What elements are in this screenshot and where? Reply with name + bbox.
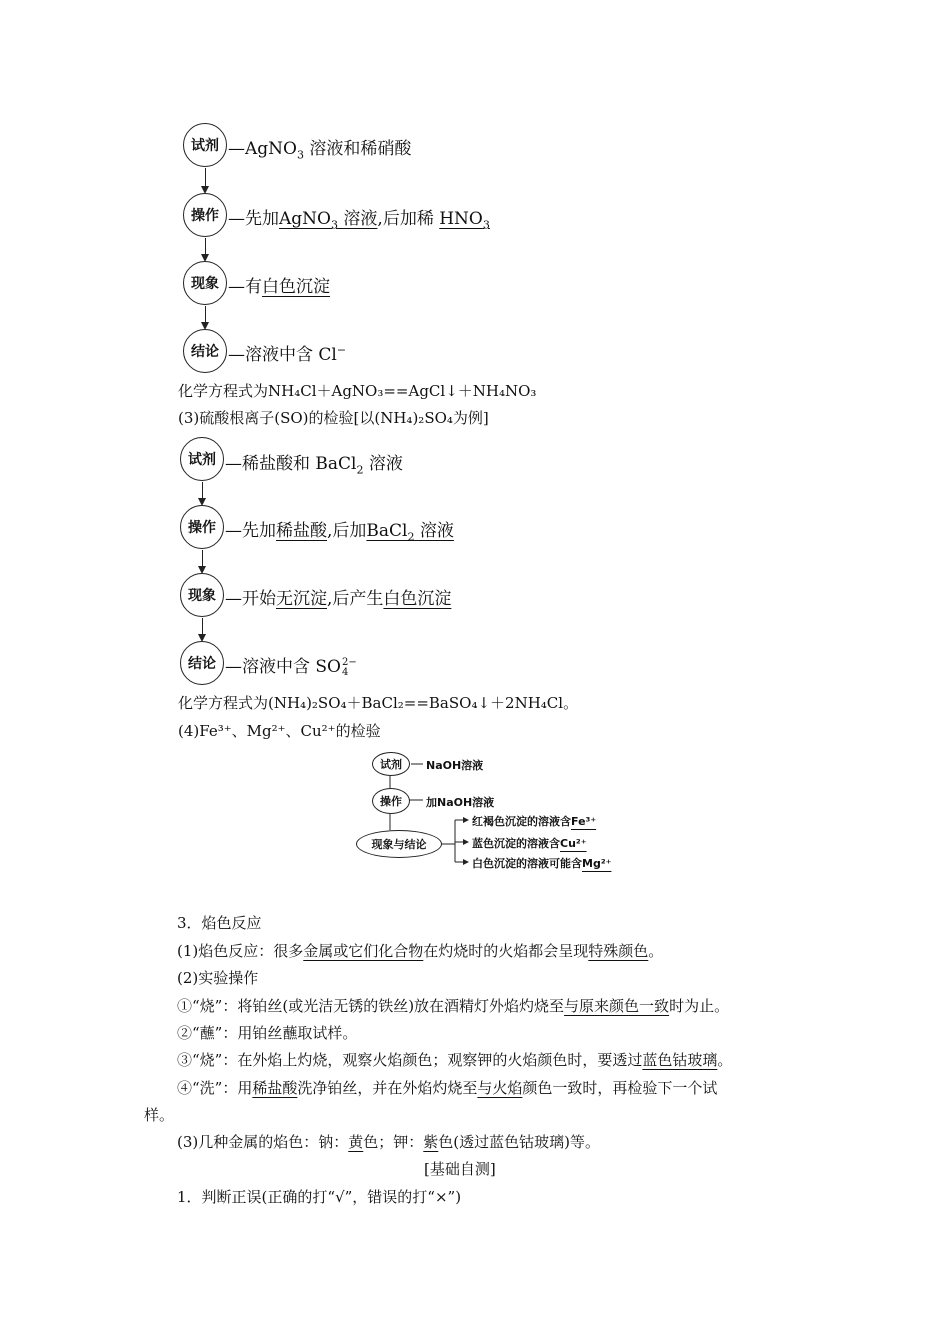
phenomenon-node: 现象 [180, 573, 224, 617]
operation-node: 操作 [372, 788, 410, 814]
conclusion-text: —溶液中含 Cl− [228, 343, 347, 365]
phenomenon-conclusion-node: 现象与结论 [356, 830, 442, 858]
conclusion-node: 结论 [180, 641, 224, 685]
procedure-step-4: ④“洗”：用稀盐酸洗净铂丝，并在外焰灼烧至与火焰颜色一致时，再检验下一个试 [177, 1079, 718, 1097]
paragraph-metal-colors: (3)几种金属的焰色：钠：黄色；钾：紫色(透过蓝色钴玻璃)等。 [177, 1133, 601, 1151]
procedure-step-4-cont: 样。 [144, 1106, 175, 1124]
phenomenon-text: —有白色沉淀 [228, 277, 330, 297]
procedure-step-3: ③“烧”：在外焰上灼烧，观察火焰颜色；观察钾的火焰颜色时，要透过蓝色钴玻璃。 [177, 1051, 733, 1069]
equation-2: 化学方程式为(NH₄)₂SO₄＋BaCl₂==BaSO₄↓＋2NH₄Cl。 [178, 694, 579, 712]
paragraph-flame-definition: (1)焰色反应：很多金属或它们化合物在灼烧时的火焰都会呈现特殊颜色。 [177, 942, 664, 960]
result-row-1: 红褐色沉淀的溶液含Fe³⁺ [472, 815, 597, 828]
phenomenon-node: 现象 [183, 261, 227, 305]
reagent-text: NaOH溶液 [426, 759, 484, 772]
section-flame-title: 3．焰色反应 [177, 914, 262, 932]
paragraph-procedure-heading: (2)实验操作 [177, 969, 259, 987]
operation-text: —先加AgNO$_3$ 溶液,后加稀 $HNO_3$ [228, 209, 490, 232]
result-row-3: 白色沉淀的溶液可能含Mg²⁺ [472, 857, 612, 870]
question-1: 1．判断正误(正确的打“√”，错误的打“×”) [177, 1188, 462, 1206]
phenomenon-text: —开始无沉淀,后产生白色沉淀 [225, 589, 452, 609]
conclusion-node: 结论 [183, 329, 227, 373]
result-row-2: 蓝色沉淀的溶液含Cu²⁺ [472, 837, 587, 850]
operation-text: —先加稀盐酸,后加BaCl$_2$ 溶液 [225, 521, 454, 544]
conclusion-text: —溶液中含 SO 2− 4 [225, 656, 357, 678]
operation-node: 操作 [180, 505, 224, 549]
section-sulfate-heading: (3)硫酸根离子(SO)的检验[以(NH₄)₂SO₄为例] [178, 409, 489, 427]
section-cation-heading: (4)Fe³⁺、Mg²⁺、Cu²⁺的检验 [178, 722, 381, 740]
reagent-node: 试剂 [183, 123, 227, 167]
reagent-text: —稀盐酸和 BaCl$_2$ 溶液 [225, 454, 403, 477]
procedure-step-2: ②“蘸”：用铂丝蘸取试样。 [177, 1024, 358, 1042]
reagent-node: 试剂 [372, 752, 410, 776]
self-test-heading: [基础自测] [424, 1160, 496, 1178]
operation-text: 加NaOH溶液 [426, 796, 495, 809]
reagent-node: 试剂 [180, 437, 224, 481]
reagent-text: —AgNO$_3$ 溶液和稀硝酸 [228, 139, 412, 162]
procedure-step-1: ①“烧”：将铂丝(或光洁无锈的铁丝)放在酒精灯外焰灼烧至与原来颜色一致时为止。 [177, 997, 730, 1015]
equation-1: 化学方程式为NH₄Cl＋AgNO₃==AgCl↓＋NH₄NO₃ [178, 382, 537, 400]
connector [205, 168, 206, 188]
operation-node: 操作 [183, 193, 227, 237]
